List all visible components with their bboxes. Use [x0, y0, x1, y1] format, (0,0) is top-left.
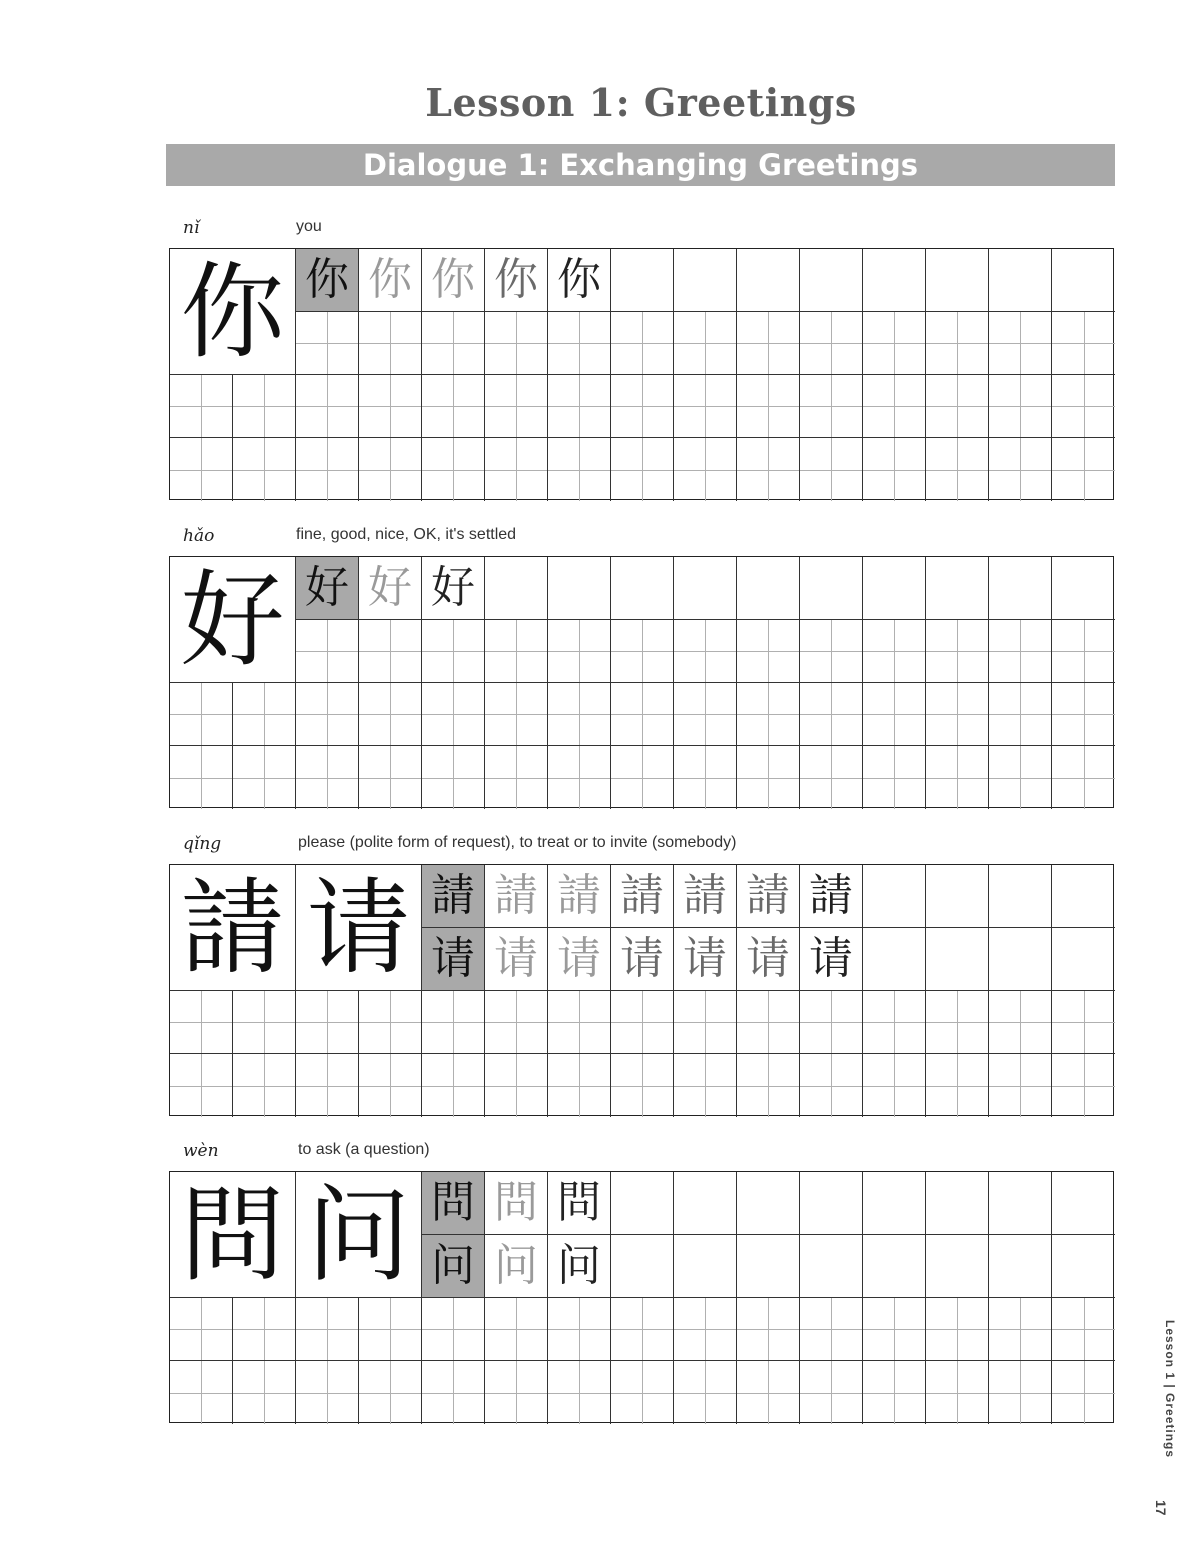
stroke-example-cell [359, 249, 422, 312]
practice-cell[interactable] [800, 375, 863, 438]
practice-cell[interactable] [422, 683, 485, 746]
practice-cell[interactable] [611, 557, 674, 620]
stroke-example-glyph: 请 [431, 933, 475, 984]
page-title: Lesson 1: Greetings [425, 80, 857, 125]
practice-cell[interactable] [359, 683, 422, 746]
reference-glyph: 請 [180, 866, 285, 989]
practice-cell[interactable] [989, 620, 1052, 683]
practice-cell[interactable] [611, 991, 674, 1054]
reference-character-traditional [170, 865, 296, 991]
page-number: 17 [1153, 1500, 1169, 1516]
practice-cell[interactable] [863, 620, 926, 683]
practice-cell[interactable] [737, 746, 800, 809]
stroke-example-cell [737, 865, 800, 928]
practice-cell[interactable] [170, 746, 233, 809]
practice-cell[interactable] [989, 683, 1052, 746]
practice-cell[interactable] [485, 683, 548, 746]
practice-cell[interactable] [1052, 1298, 1115, 1361]
practice-cell[interactable] [737, 1172, 800, 1235]
practice-cell[interactable] [485, 1054, 548, 1117]
practice-cell[interactable] [422, 1298, 485, 1361]
stroke-example-glyph: 你 [494, 254, 538, 305]
practice-cell[interactable] [1052, 557, 1115, 620]
stroke-example-glyph: 你 [557, 254, 601, 305]
practice-grid [169, 864, 1114, 1116]
stroke-example-glyph: 请 [746, 933, 790, 984]
practice-cell[interactable] [989, 928, 1052, 991]
practice-cell[interactable] [800, 557, 863, 620]
stroke-example-glyph: 好 [368, 562, 412, 613]
practice-cell[interactable] [926, 1361, 989, 1424]
practice-cell[interactable] [674, 620, 737, 683]
practice-cell[interactable] [233, 1054, 296, 1117]
reference-glyph: 你 [180, 250, 285, 373]
stroke-example-cell [611, 928, 674, 991]
stroke-example-cell [548, 249, 611, 312]
practice-cell[interactable] [674, 375, 737, 438]
practice-cell[interactable] [359, 438, 422, 501]
stroke-example-cell [422, 1235, 485, 1298]
stroke-example-cell [548, 865, 611, 928]
practice-cell[interactable] [422, 1054, 485, 1117]
reference-character-simplified [296, 1172, 422, 1298]
practice-cell[interactable] [170, 1054, 233, 1117]
practice-cell[interactable] [170, 1361, 233, 1424]
practice-cell[interactable] [674, 991, 737, 1054]
practice-cell[interactable] [674, 312, 737, 375]
practice-cell[interactable] [674, 557, 737, 620]
stroke-example-cell [548, 928, 611, 991]
practice-cell[interactable] [863, 1235, 926, 1298]
practice-cell[interactable] [926, 1172, 989, 1235]
stroke-example-glyph: 問 [494, 1177, 538, 1228]
practice-cell[interactable] [233, 1298, 296, 1361]
practice-cell[interactable] [800, 620, 863, 683]
practice-cell[interactable] [674, 1361, 737, 1424]
practice-cell[interactable] [926, 1235, 989, 1298]
practice-cell[interactable] [863, 438, 926, 501]
stroke-example-cell [800, 928, 863, 991]
stroke-example-glyph: 你 [305, 254, 349, 305]
practice-cell[interactable] [548, 620, 611, 683]
practice-cell[interactable] [296, 746, 359, 809]
practice-cell[interactable] [926, 375, 989, 438]
practice-cell[interactable] [296, 1361, 359, 1424]
stroke-example-cell [422, 249, 485, 312]
stroke-example-glyph: 你 [431, 254, 475, 305]
meaning-label: please (polite form of request), to treat or to invite (somebody) [298, 834, 737, 851]
practice-cell[interactable] [800, 438, 863, 501]
practice-cell[interactable] [674, 249, 737, 312]
practice-cell[interactable] [611, 683, 674, 746]
practice-cell[interactable] [926, 249, 989, 312]
stroke-example-cell [800, 865, 863, 928]
stroke-example-cell [296, 557, 359, 620]
stroke-example-cell [674, 865, 737, 928]
practice-cell[interactable] [1052, 1361, 1115, 1424]
stroke-example-glyph: 问 [431, 1240, 475, 1291]
practice-cell[interactable] [611, 620, 674, 683]
practice-cell[interactable] [800, 249, 863, 312]
reference-character-traditional [170, 557, 296, 683]
practice-cell[interactable] [611, 438, 674, 501]
practice-cell[interactable] [926, 312, 989, 375]
stroke-example-cell [359, 557, 422, 620]
practice-cell[interactable] [989, 249, 1052, 312]
practice-cell[interactable] [863, 928, 926, 991]
practice-cell[interactable] [170, 438, 233, 501]
practice-cell[interactable] [233, 1361, 296, 1424]
practice-cell[interactable] [926, 557, 989, 620]
stroke-example-cell [548, 1235, 611, 1298]
practice-cell[interactable] [548, 375, 611, 438]
practice-cell[interactable] [233, 991, 296, 1054]
stroke-example-glyph: 問 [557, 1177, 601, 1228]
practice-cell[interactable] [233, 438, 296, 501]
practice-cell[interactable] [485, 557, 548, 620]
practice-cell[interactable] [1052, 620, 1115, 683]
practice-cell[interactable] [422, 1361, 485, 1424]
reference-glyph: 問 [180, 1173, 285, 1296]
practice-cell[interactable] [548, 312, 611, 375]
practice-cell[interactable] [674, 438, 737, 501]
practice-cell[interactable] [548, 746, 611, 809]
practice-cell[interactable] [611, 1298, 674, 1361]
practice-cell[interactable] [989, 375, 1052, 438]
practice-cell[interactable] [737, 1361, 800, 1424]
stroke-example-cell [737, 928, 800, 991]
practice-cell[interactable] [485, 438, 548, 501]
dialogue-title-bar [166, 144, 1115, 186]
practice-cell[interactable] [989, 557, 1052, 620]
practice-cell[interactable] [170, 991, 233, 1054]
practice-cell[interactable] [1052, 746, 1115, 809]
stroke-example-cell [548, 1172, 611, 1235]
meaning-label: fine, good, nice, OK, it's settled [296, 526, 517, 543]
practice-cell[interactable] [800, 1235, 863, 1298]
pinyin-label: nǐ [183, 218, 200, 238]
meaning-label: to ask (a question) [298, 1141, 430, 1158]
practice-cell[interactable] [926, 438, 989, 501]
meaning-label: you [296, 218, 322, 235]
practice-cell[interactable] [548, 683, 611, 746]
practice-cell[interactable] [674, 683, 737, 746]
practice-cell[interactable] [296, 1298, 359, 1361]
practice-cell[interactable] [737, 312, 800, 375]
practice-cell[interactable] [359, 620, 422, 683]
stroke-example-cell [422, 1172, 485, 1235]
practice-cell[interactable] [611, 1235, 674, 1298]
practice-cell[interactable] [800, 312, 863, 375]
practice-cell[interactable] [674, 746, 737, 809]
practice-cell[interactable] [863, 746, 926, 809]
practice-cell[interactable] [863, 1298, 926, 1361]
practice-cell[interactable] [737, 620, 800, 683]
practice-cell[interactable] [611, 249, 674, 312]
practice-cell[interactable] [170, 1298, 233, 1361]
practice-cell[interactable] [800, 991, 863, 1054]
practice-cell[interactable] [1052, 1054, 1115, 1117]
practice-cell[interactable] [359, 312, 422, 375]
practice-cell[interactable] [737, 1054, 800, 1117]
practice-cell[interactable] [989, 991, 1052, 1054]
practice-cell[interactable] [485, 746, 548, 809]
practice-cell[interactable] [296, 438, 359, 501]
practice-cell[interactable] [611, 375, 674, 438]
practice-cell[interactable] [989, 1172, 1052, 1235]
practice-cell[interactable] [485, 1298, 548, 1361]
practice-cell[interactable] [1052, 1172, 1115, 1235]
practice-cell[interactable] [611, 312, 674, 375]
practice-cell[interactable] [1052, 683, 1115, 746]
stroke-example-glyph: 好 [305, 562, 349, 613]
practice-cell[interactable] [359, 991, 422, 1054]
practice-cell[interactable] [989, 746, 1052, 809]
practice-cell[interactable] [989, 312, 1052, 375]
pinyin-label: wèn [183, 1141, 219, 1161]
practice-cell[interactable] [1052, 249, 1115, 312]
practice-cell[interactable] [1052, 375, 1115, 438]
practice-cell[interactable] [1052, 865, 1115, 928]
practice-cell[interactable] [989, 1361, 1052, 1424]
practice-cell[interactable] [989, 1235, 1052, 1298]
practice-cell[interactable] [989, 865, 1052, 928]
practice-cell[interactable] [296, 312, 359, 375]
practice-cell[interactable] [674, 1235, 737, 1298]
practice-cell[interactable] [737, 249, 800, 312]
practice-cell[interactable] [926, 865, 989, 928]
practice-cell[interactable] [800, 1361, 863, 1424]
stroke-example-glyph: 請 [557, 870, 601, 921]
practice-cell[interactable] [674, 1298, 737, 1361]
stroke-example-glyph: 请 [683, 933, 727, 984]
practice-cell[interactable] [485, 620, 548, 683]
practice-cell[interactable] [233, 683, 296, 746]
practice-cell[interactable] [233, 375, 296, 438]
practice-cell[interactable] [863, 249, 926, 312]
practice-cell[interactable] [296, 620, 359, 683]
practice-cell[interactable] [548, 1361, 611, 1424]
stroke-example-glyph: 请 [620, 933, 664, 984]
practice-cell[interactable] [737, 683, 800, 746]
practice-cell[interactable] [674, 1172, 737, 1235]
stroke-example-cell [422, 865, 485, 928]
stroke-example-glyph: 问 [557, 1240, 601, 1291]
practice-cell[interactable] [611, 746, 674, 809]
practice-cell[interactable] [611, 1361, 674, 1424]
practice-cell[interactable] [737, 375, 800, 438]
practice-cell[interactable] [359, 375, 422, 438]
practice-cell[interactable] [1052, 928, 1115, 991]
stroke-example-glyph: 问 [494, 1240, 538, 1291]
practice-cell[interactable] [1052, 991, 1115, 1054]
practice-cell[interactable] [485, 312, 548, 375]
practice-cell[interactable] [989, 438, 1052, 501]
stroke-example-cell [485, 249, 548, 312]
dialogue-title: Dialogue 1: Exchanging Greetings [362, 148, 919, 182]
practice-cell[interactable] [359, 746, 422, 809]
practice-cell[interactable] [863, 375, 926, 438]
stroke-example-cell [485, 865, 548, 928]
practice-grid [169, 1171, 1114, 1423]
practice-cell[interactable] [422, 312, 485, 375]
stroke-example-cell [485, 1172, 548, 1235]
practice-grid [169, 556, 1114, 808]
practice-cell[interactable] [737, 991, 800, 1054]
stroke-example-glyph: 問 [431, 1177, 475, 1228]
practice-cell[interactable] [233, 746, 296, 809]
practice-cell[interactable] [926, 746, 989, 809]
reference-glyph: 问 [306, 1173, 411, 1296]
stroke-example-cell [422, 928, 485, 991]
side-tab-label: Lesson 1 | Greetings [1163, 1320, 1177, 1459]
practice-cell[interactable] [422, 375, 485, 438]
practice-grid [169, 248, 1114, 500]
practice-cell[interactable] [926, 620, 989, 683]
stroke-example-glyph: 請 [809, 870, 853, 921]
practice-cell[interactable] [485, 375, 548, 438]
stroke-example-glyph: 你 [368, 254, 412, 305]
stroke-example-glyph: 请 [494, 933, 538, 984]
practice-cell[interactable] [548, 557, 611, 620]
practice-cell[interactable] [926, 928, 989, 991]
stroke-example-cell [611, 865, 674, 928]
practice-cell[interactable] [737, 438, 800, 501]
practice-cell[interactable] [800, 683, 863, 746]
practice-cell[interactable] [1052, 312, 1115, 375]
practice-cell[interactable] [863, 865, 926, 928]
practice-cell[interactable] [359, 1054, 422, 1117]
practice-cell[interactable] [863, 1054, 926, 1117]
reference-character-traditional [170, 1172, 296, 1298]
practice-cell[interactable] [485, 1361, 548, 1424]
practice-cell[interactable] [170, 375, 233, 438]
reference-glyph: 好 [180, 558, 285, 681]
practice-cell[interactable] [170, 683, 233, 746]
practice-cell[interactable] [863, 1361, 926, 1424]
practice-cell[interactable] [674, 1054, 737, 1117]
stroke-example-glyph: 請 [683, 870, 727, 921]
stroke-example-cell [422, 557, 485, 620]
practice-cell[interactable] [737, 1298, 800, 1361]
practice-cell[interactable] [863, 991, 926, 1054]
practice-cell[interactable] [422, 620, 485, 683]
pinyin-label: hǎo [183, 526, 215, 546]
reference-character-traditional [170, 249, 296, 375]
practice-cell[interactable] [548, 1298, 611, 1361]
practice-cell[interactable] [359, 1361, 422, 1424]
practice-cell[interactable] [422, 438, 485, 501]
practice-cell[interactable] [611, 1054, 674, 1117]
stroke-example-glyph: 請 [494, 870, 538, 921]
practice-cell[interactable] [863, 1172, 926, 1235]
pinyin-label: qǐng [183, 834, 222, 854]
practice-cell[interactable] [548, 438, 611, 501]
practice-cell[interactable] [296, 1054, 359, 1117]
practice-cell[interactable] [296, 683, 359, 746]
stroke-example-cell [296, 249, 359, 312]
stroke-example-cell [485, 1235, 548, 1298]
practice-cell[interactable] [296, 375, 359, 438]
practice-cell[interactable] [989, 1054, 1052, 1117]
practice-cell[interactable] [800, 746, 863, 809]
stroke-example-glyph: 请 [557, 933, 601, 984]
stroke-example-glyph: 請 [620, 870, 664, 921]
practice-cell[interactable] [800, 1298, 863, 1361]
reference-character-simplified [296, 865, 422, 991]
practice-cell[interactable] [863, 557, 926, 620]
stroke-example-glyph: 好 [431, 562, 475, 613]
practice-cell[interactable] [1052, 438, 1115, 501]
reference-glyph: 请 [306, 866, 411, 989]
practice-cell[interactable] [863, 312, 926, 375]
practice-cell[interactable] [485, 991, 548, 1054]
practice-cell[interactable] [800, 1054, 863, 1117]
practice-cell[interactable] [800, 1172, 863, 1235]
stroke-example-cell [485, 928, 548, 991]
stroke-example-cell [674, 928, 737, 991]
stroke-example-glyph: 请 [809, 933, 853, 984]
stroke-example-glyph: 請 [431, 870, 475, 921]
practice-cell[interactable] [422, 746, 485, 809]
practice-cell[interactable] [1052, 1235, 1115, 1298]
practice-cell[interactable] [548, 1054, 611, 1117]
practice-cell[interactable] [737, 557, 800, 620]
practice-cell[interactable] [611, 1172, 674, 1235]
practice-cell[interactable] [926, 991, 989, 1054]
practice-cell[interactable] [863, 683, 926, 746]
practice-cell[interactable] [548, 991, 611, 1054]
practice-cell[interactable] [737, 1235, 800, 1298]
practice-cell[interactable] [296, 991, 359, 1054]
practice-cell[interactable] [989, 1298, 1052, 1361]
practice-cell[interactable] [359, 1298, 422, 1361]
practice-cell[interactable] [926, 1298, 989, 1361]
practice-cell[interactable] [926, 1054, 989, 1117]
practice-cell[interactable] [926, 683, 989, 746]
stroke-example-glyph: 請 [746, 870, 790, 921]
practice-cell[interactable] [422, 991, 485, 1054]
